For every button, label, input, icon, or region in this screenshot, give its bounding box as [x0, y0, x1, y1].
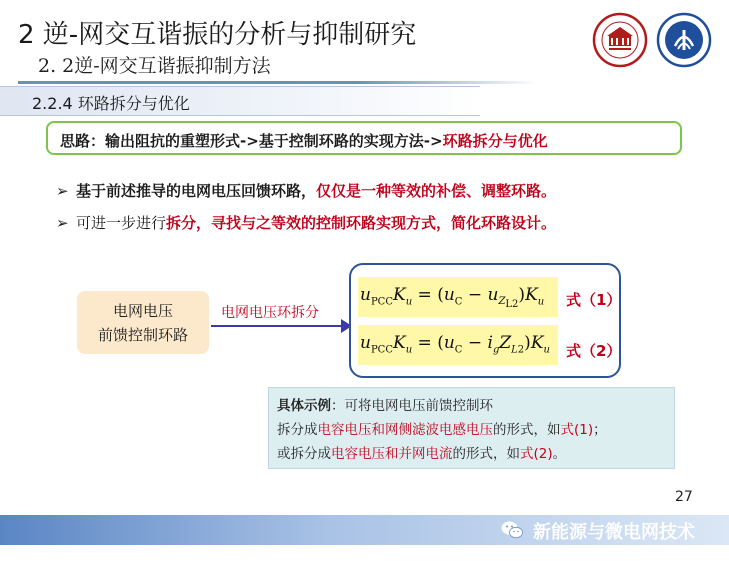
section-heading-bar: [0, 86, 480, 116]
split-arrow-label: 电网电压环拆分: [221, 305, 319, 321]
university-seal-logo: [592, 12, 648, 68]
page-title: 2 逆-网交互谐振的分析与抑制研究: [18, 20, 417, 50]
example-box: [268, 387, 675, 469]
example-line-3-e: 。: [552, 446, 567, 462]
example-line-3-highlight: 电容电压和并网电流: [331, 446, 453, 462]
bullet-1-highlight: 仅仅是一种等效的补偿、调整环路。: [316, 182, 557, 200]
example-line-2: [277, 418, 607, 438]
example-line-1-text: ：可将电网电压前馈控制环: [331, 398, 493, 414]
idea-highlight: 环路拆分与优化: [442, 132, 548, 150]
example-line-3-ref: 式(2): [520, 446, 553, 462]
example-line-1: [277, 394, 493, 414]
idea-text: [60, 130, 548, 151]
example-line-2-ref: 式(1): [560, 422, 594, 438]
title-divider: [18, 81, 538, 84]
equation-1: $u_{PCC}K_u = (u_C - u_{Z_{L2}})K_u$: [360, 285, 545, 311]
idea-box: [46, 121, 682, 155]
section-title: 2.2.4 环路拆分与优化: [32, 94, 190, 113]
footer-brand: 新能源与微电网技术: [533, 522, 695, 543]
idea-prefix: 思路：输出阻抗的重塑形式->基于控制环路的实现方法->: [60, 132, 443, 150]
bullet-arrow-icon: ➢: [56, 182, 69, 200]
feedforward-loop-box: [77, 291, 209, 354]
example-line-2-e: ；: [593, 422, 607, 438]
bullet-2-text: 可进一步进行: [76, 214, 167, 232]
example-line-3-a: 或拆分成: [277, 446, 331, 462]
bullet-arrow-icon: ➢: [56, 214, 69, 232]
equation-2: $u_{PCC}K_u = (u_C - i_gZ_{L2})K_u$: [360, 333, 550, 356]
bullet-1: [56, 180, 556, 201]
example-head: 具体示例: [277, 398, 331, 414]
page-number: 27: [675, 489, 693, 505]
equation-1-label: 式（1）: [566, 291, 622, 309]
equation-2-label: 式（2）: [566, 342, 622, 360]
wechat-icon: [500, 519, 524, 541]
loop-box-line-1: 电网电压: [112, 302, 173, 320]
university-emblem-logo: [656, 12, 712, 68]
bullet-2-highlight-2: ，寻找与之等效的控制环路实现方式，简化环路设计。: [196, 214, 557, 232]
example-line-3-c: 的形式，如: [452, 446, 520, 462]
example-line-2-highlight: 电容电压和网侧滤波电感电压: [317, 422, 493, 438]
example-line-2-c: 的形式，如: [493, 422, 561, 438]
page-subtitle: 2. 2逆-网交互谐振抑制方法: [38, 55, 271, 77]
bullet-2: [56, 212, 556, 233]
bullet-1-text: 基于前述推导的电网电压回馈环路，: [76, 182, 317, 200]
example-line-3: [277, 442, 566, 462]
example-line-2-a: 拆分成: [277, 422, 318, 438]
loop-box-line-2: 前馈控制环路: [97, 326, 188, 344]
split-arrow-shaft: [211, 325, 349, 327]
bullet-2-highlight-1: 拆分: [166, 214, 197, 232]
